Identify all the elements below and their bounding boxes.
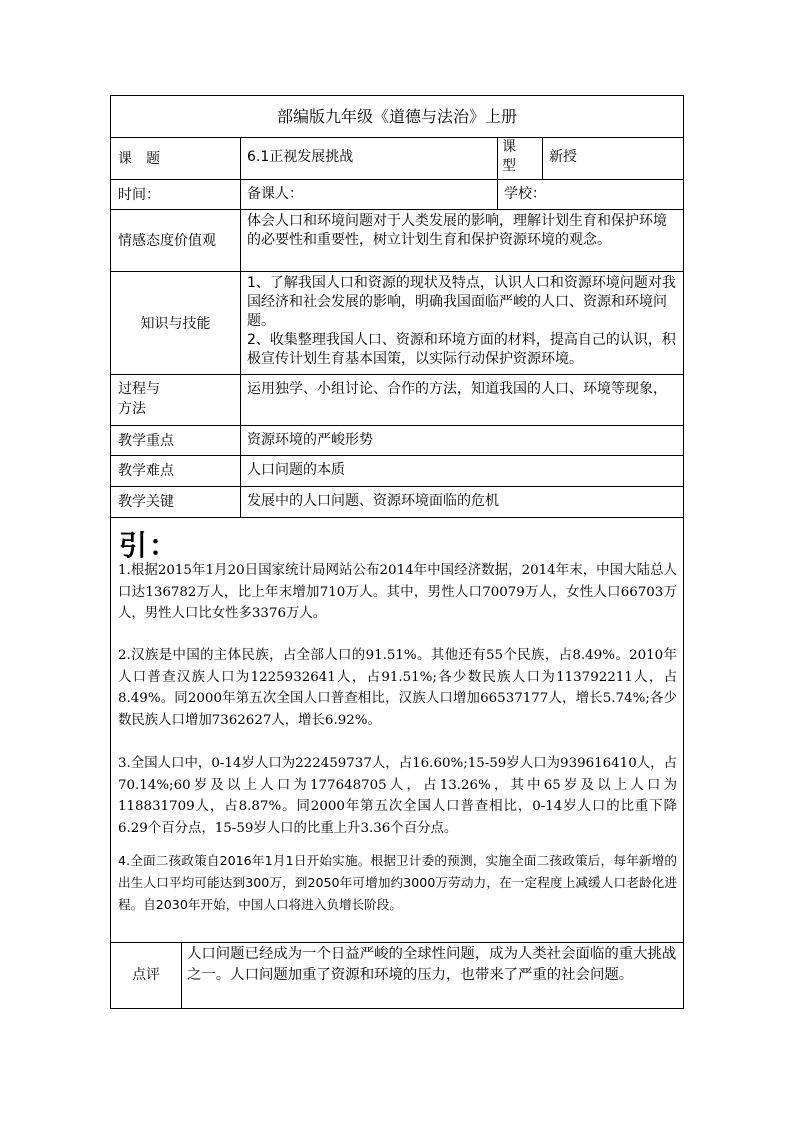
knowledge-text-2: 2、收集整理我国人口、资源和环境方面的材料，提高自己的认识，积极宣传计划生育基本国策，以实际行动保护资源环境。 [247, 332, 676, 367]
preparer-label: 备课人： [240, 180, 497, 209]
emotion-text: 体会人口和环境问题对于人类发展的影响，理解计划生育和保护环境的必要性和重要性，树立计划生育和保护资源环境的观念。 [240, 210, 683, 271]
process-label-2: 方法 [118, 401, 146, 417]
intro-paragraph-1: 1.根据2015年1月20日国家统计局网站公布2014年中国经济数据，2014年末，中国大陆总人口达136782万人，比上年末增加710万人。其中，男性人口70079万人，女性人口66703万人，男性人口比女性多3376万人。 [118, 563, 677, 621]
type-value: 新授 [542, 138, 683, 179]
process-row [111, 375, 683, 426]
review-row [111, 943, 683, 1008]
intro-heading: 引： [119, 529, 180, 562]
difficulty-label: 教学难点 [118, 463, 174, 479]
crux-text: 发展中的人口问题、资源环境面临的危机 [240, 487, 683, 517]
intro-paragraph-4: 4.全面二孩政策自2016年1月1日开始实施。根据卫计委的预测，实施全面二孩政策后，每年新增的出生人口平均可能达到300万，到2050年可增加约3000万劳动力，在一定程度上减缓人口老龄化进程。自2030年开始，中国人口将进入负增长阶段。 [118, 853, 677, 912]
key-text: 资源环境的严峻形势 [240, 426, 683, 455]
knowledge-row [111, 272, 683, 375]
page-title: 部编版九年级《道德与法治》上册 [276, 107, 517, 126]
knowledge-text-1: 1、了解我国人口和资源的现状及特点，认识人口和资源环境问题对我国经济和社会发展的影响，明确我国面临严峻的人口、资源和环境问题。 [247, 275, 676, 329]
type-label-text: 课型 [502, 139, 516, 174]
title-row [111, 96, 683, 138]
crux-label: 教学关键 [118, 494, 174, 510]
review-text: 人口问题已经成为一个日益严峻的全球性问题，成为人类社会面临的重大挑战之一。人口问题加重了资源和环境的压力，也带来了严重的社会问题。 [181, 943, 683, 1008]
process-text: 运用独学、小组讨论、合作的方法，知道我国的人口、环境等现象， [240, 375, 683, 425]
knowledge-text [240, 272, 683, 374]
emotion-row [111, 210, 683, 272]
crux-row [111, 487, 683, 518]
difficulty-text: 人口问题的本质 [240, 456, 683, 486]
topic-value: 6.1正视发展挑战 [240, 138, 497, 179]
key-label: 教学重点 [118, 433, 174, 449]
process-label [118, 375, 238, 425]
lesson-plan-table [110, 95, 684, 1009]
intro-section [111, 518, 683, 943]
intro-paragraph-2: 2.汉族是中国的主体民族，占全部人口的91.51%。其他还有55个民族，占8.49%。2010年人口普查汉族人口为1225932641人，占91.51%;各少数民族人口为113792211人，占8.49%。同2000年第五次全国人口普查相比，汉族人口增加66537177人，增长5.74%;各少数民族人口增加7362627人，增长6.92%。 [118, 648, 677, 728]
time-row [111, 180, 683, 210]
type-label [497, 138, 542, 179]
key-row [111, 426, 683, 456]
review-label: 点评 [132, 967, 160, 983]
process-label-1: 过程与 [118, 381, 160, 397]
intro-paragraph-3: 3.全国人口中，0-14岁人口为222459737人，占16.60%;15-59岁人口为939616410人，占70.14%;60岁及以上人口为177648705人，占13.26%，其中65岁及以上人口为118831709人，占8.87%。同2000年第五次全国人口普查相比，0-14岁人口的比重下降6.29个百分点，15-59岁人口的比重上升3.36个百分点。 [118, 756, 677, 836]
time-label: 时间： [118, 187, 160, 203]
topic-row [111, 138, 683, 180]
knowledge-label: 知识与技能 [140, 316, 211, 332]
school-label: 学校： [497, 180, 683, 209]
difficulty-row [111, 456, 683, 487]
emotion-label: 情感态度价值观 [118, 233, 216, 249]
topic-label: 课 题 [118, 151, 160, 167]
